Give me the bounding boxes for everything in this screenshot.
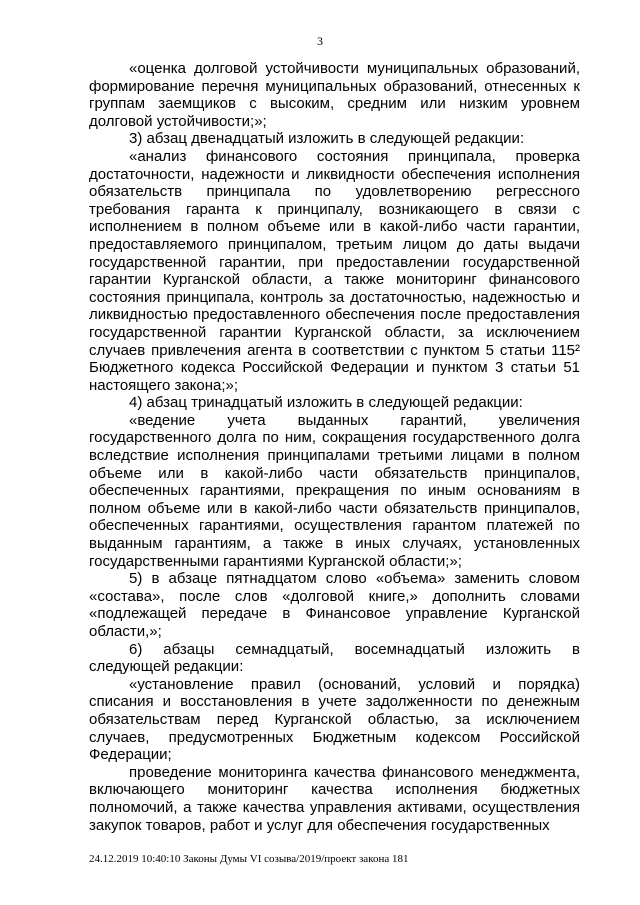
paragraph: «анализ финансового состояния принципала, проверка достаточности, надежности и ликвидности обеспечения исполнения обязательств принципала по удовлетворению регрессного требования гаранта к принципалу, возникающего в связи с исполнением в полном объеме или в какой-либо части гарантии, предоставляемого принципалом, третьим лицом до даты выдачи государственной гарантии, при предоставлении государственной гарантии Курганской области, а также мониторинг финансового состояния принципала, контроль за достаточностью, надежностью и ликвидностью предоставленного обеспечения после предоставления государственной гарантии Курганской области, за исключением случаев привлечения агента в соответствии с пунктом 5 статьи 115² Бюджетного кодекса Российской Федерации и пунктом 3 статьи 51 настоящего закона;»; (89, 147, 580, 394)
paragraph: 5) в абзаце пятнадцатом слово «объема» заменить словом «состава», после слов «долговой книге,» дополнить словами «подлежащей передаче в Финансовое управление Курганской области,»; (89, 570, 580, 640)
page-number: 3 (317, 34, 323, 48)
document-body (89, 60, 580, 834)
paragraph: «установление правил (оснований, условий и порядка) списания и восстановления в учете задолженности по денежным обязательствам перед Курганской областью, за исключением случаев, предусмотренных Бюджетным кодексом Российской Федерации; (89, 675, 580, 764)
paragraph: 4) абзац тринадцатый изложить в следующей редакции: (129, 394, 523, 412)
paragraph: 3) абзац двенадцатый изложить в следующей редакции: (129, 130, 525, 148)
paragraph: проведение мониторинга качества финансового менеджмента, включающего мониторинг качества исполнения бюджетных полномочий, а также качества управления активами, осуществления закупок товаров, работ и услуг для обеспечения государственных (89, 763, 580, 834)
paragraph: «ведение учета выданных гарантий, увеличения государственного долга по ним, сокращения государственного долга вследствие исполнения принципалами третьими лицами в полном объеме или в какой-либо части обязательств принципалов, обеспеченных гарантиями, прекращения по иным основаниям в полном объеме или в какой-либо части обязательств принципалов, обеспеченных гарантиями, осуществления гарантом платежей по выданным гарантиям, а также в иных случаях, установленных государственными гарантиями Курганской области;»; (89, 411, 580, 570)
document-footer: 24.12.2019 10:40:10 Законы Думы VI созыва/2019/проект закона 181 (89, 853, 409, 865)
paragraph: 6) абзацы семнадцатый, восемнадцатый изложить в следующей редакции: (89, 640, 580, 676)
paragraph: «оценка долговой устойчивости муниципальных образований, формирование перечня муниципальных образований, отнесенных к группам заемщиков с высоким, средним или низким уровнем долговой устойчивости;»; (89, 60, 580, 130)
